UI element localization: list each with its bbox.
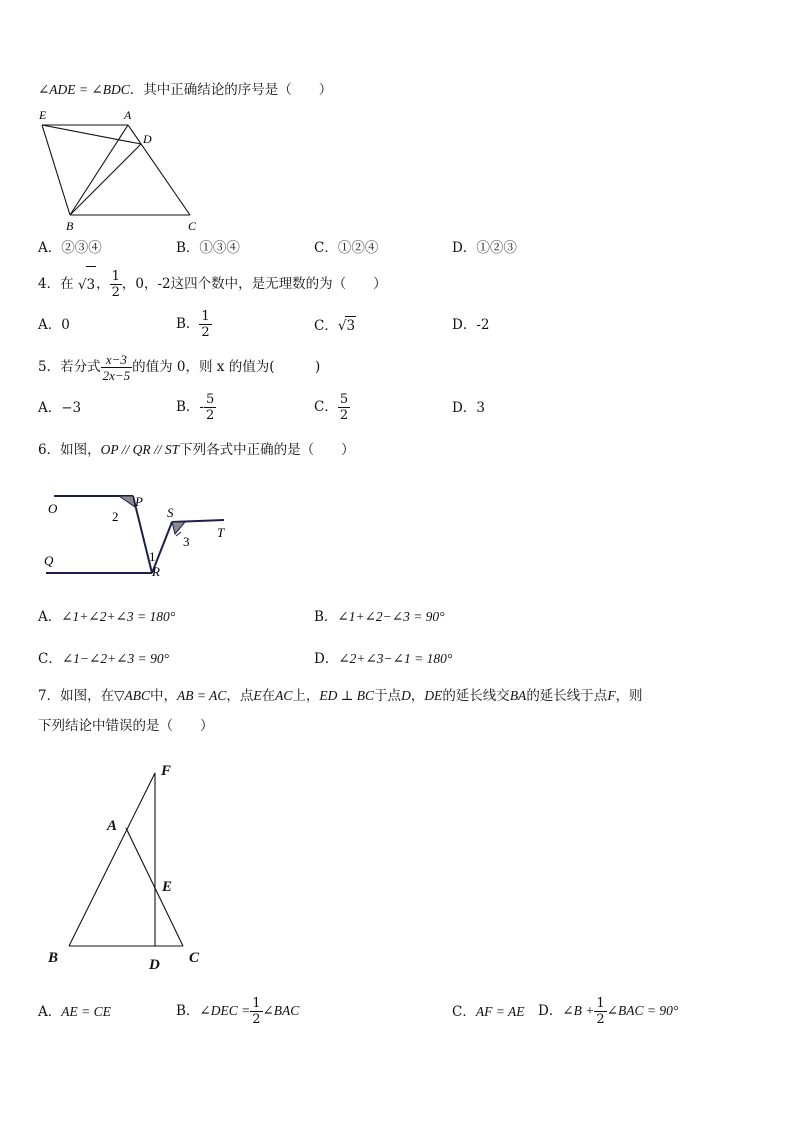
q6-label-p: P (135, 494, 143, 509)
q6-angle-1: 1 (149, 549, 156, 564)
q4-option-b[interactable]: B． $\frac{1}{2}$ (176, 309, 210, 340)
q4-fraction: $\frac{1}{2}$ (111, 269, 120, 300)
q3-option-c[interactable]: C．①②④ (314, 240, 379, 256)
q5-option-a[interactable]: A．−3 (38, 400, 82, 416)
q3-option-a[interactable]: A．②③④ (38, 240, 102, 256)
q6-stem: 6．如图，OP // QR // ST下列各式中正确的是（ ） (38, 442, 355, 458)
q7-label-a: A (107, 818, 118, 834)
q7-option-c[interactable]: C．AF = AE (452, 1004, 525, 1020)
q7-label-e: E (162, 879, 173, 895)
q4-option-a[interactable]: A．0 (38, 317, 70, 333)
q3-stem-tail: ．其中正确结论的序号是（ ） (129, 82, 333, 98)
q6-option-b[interactable]: B．∠1+∠2−∠3 = 90° (314, 609, 445, 625)
q6-label-r: R (152, 564, 160, 579)
q7-label-b: B (48, 950, 59, 966)
q6-label-t: T (217, 525, 225, 540)
q3-option-d[interactable]: D．①②③ (452, 240, 517, 256)
q7-label-c: C (189, 950, 200, 966)
q7-stem-line2: 下列结论中错误的是（ ） (38, 718, 214, 734)
q5-option-b[interactable]: B．- $\frac{5}{2}$ (176, 392, 215, 423)
q4-number: 4．在 (38, 276, 74, 292)
q6-label-s: S (167, 505, 174, 520)
q3-label-c: C (188, 219, 197, 233)
q3-option-b[interactable]: B．①③④ (176, 240, 240, 256)
q3-label-e: E (39, 108, 47, 122)
q5-option-d[interactable]: D．3 (452, 400, 485, 416)
q6-option-d[interactable]: D．∠2+∠3−∠1 = 180° (314, 651, 453, 667)
q6-option-a[interactable]: A．∠1+∠2+∠3 = 180° (38, 609, 176, 625)
q7-stem-line1: 7．如图，在▽ABC中，AB = AC，点E在AC上，ED ⊥ BC于点D，DE的延长线交BA的延长线于点F，则 (38, 688, 643, 704)
q7-label-d: D (149, 957, 160, 973)
q5-fraction: $\frac{x-3}{2x-5}$ (102, 352, 131, 383)
q7-option-b[interactable]: B．∠DEC = $\frac{1}{2}$ ∠BAC (176, 996, 300, 1027)
q7-label-f: F (161, 763, 172, 779)
q6-label-o: O (48, 501, 58, 516)
q7-option-d[interactable]: D．∠B + $\frac{1}{2}$ ∠BAC = 90° (538, 996, 679, 1027)
q6-angle-2: 2 (112, 509, 119, 524)
q4-sqrt-value: 3 (86, 266, 97, 303)
q3-label-d: D (143, 132, 152, 146)
q4-option-c[interactable]: C．√3 (314, 318, 356, 334)
q4-stem-tail: ，0，-2这四个数中，是无理数的为（ ） (121, 276, 387, 292)
q3-label-b: B (66, 219, 74, 233)
q5-stem: 5．若分式 $\frac{x-3}{2x-5}$ 的值为 0，则 x 的值为( ) (38, 352, 321, 383)
q6-angle-3: 3 (183, 534, 190, 549)
q3-stem-math: ∠ADE = ∠BDC (38, 82, 130, 97)
q6-label-q: Q (44, 553, 54, 568)
q5-option-c[interactable]: C． $\frac{5}{2}$ (314, 392, 349, 423)
q7-option-a[interactable]: A．AE = CE (38, 1004, 111, 1020)
q4-option-d[interactable]: D．-2 (452, 317, 490, 333)
q3-label-a: A (124, 108, 132, 122)
q6-option-c[interactable]: C．∠1−∠2+∠3 = 90° (38, 651, 170, 667)
q6-stem-math: OP // QR // ST (100, 442, 180, 457)
q4-stem: 4．在 √3， $\frac{1}{2}$ ，0，-2这四个数中，是无理数的为（ ） (38, 266, 387, 303)
